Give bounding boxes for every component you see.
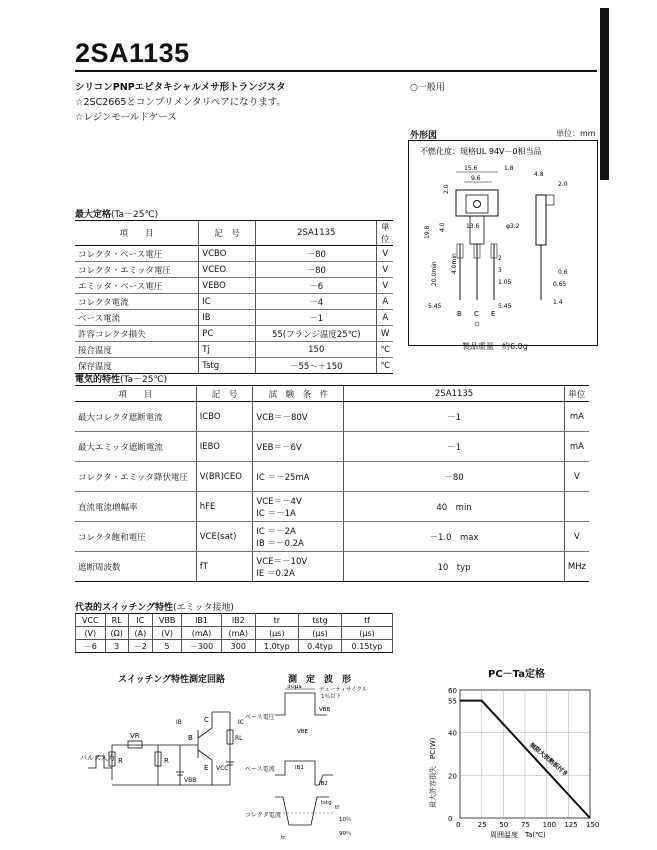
table-row [75, 552, 589, 582]
item: コレクタ・エミッタ電圧 [75, 262, 199, 278]
unit-tstg: (μs) [298, 627, 341, 640]
hdr-ib2: IB2 [221, 614, 255, 627]
condition-2: IC ＝－1A [256, 508, 296, 519]
val-vbb: 5 [152, 640, 181, 653]
label-ic: IC [238, 719, 244, 726]
symbol: VCBO [199, 246, 256, 262]
flammability-text: 不燃化度：規格UL 94V－0相当品 [420, 147, 542, 156]
symbol: VEBO [199, 278, 256, 294]
unit-ib1: (mA) [182, 627, 222, 640]
unit-tr: (μs) [255, 627, 298, 640]
wf-base-v: ベース電圧 [245, 714, 275, 721]
max-ratings-heading [75, 207, 158, 220]
description-line-2: ☆2SC2665とコンプリメンタリペアになります。 [75, 97, 287, 108]
label-rl: RL [235, 735, 243, 742]
outline-unit: 単位：mm [556, 129, 596, 138]
wf-duty: デューティサイクル [319, 687, 368, 693]
unit: V [377, 262, 393, 278]
item: 許容コレクタ損失 [75, 326, 199, 342]
dim-20-0min: 20.0min [431, 261, 438, 286]
hdr-vcc: VCC [76, 614, 106, 627]
outline-heading: 外形図 [410, 131, 438, 141]
col-value: 2SA1135 [256, 221, 377, 246]
symbol: IC [199, 294, 256, 310]
dim-4-8: 4.8 [534, 171, 544, 178]
pin-label-c: C [474, 310, 479, 318]
symbol: hFE [196, 492, 253, 522]
dim-15-6: 15.6 [464, 165, 478, 172]
unit-vbb: (V) [152, 627, 181, 640]
wf-90pct: 90％ [339, 831, 352, 837]
x-tick-label: 0 [456, 821, 461, 829]
unit [564, 492, 589, 522]
value: －80 [344, 462, 565, 492]
value: －1 [344, 432, 565, 462]
condition-1: VCE＝－10V [256, 556, 308, 567]
unit: V [564, 462, 589, 492]
symbol: VCEO [199, 262, 256, 278]
label-c: C [204, 716, 209, 724]
condition-2: IE ＝0.2A [256, 568, 295, 579]
x-tick-label: 125 [564, 821, 578, 829]
item: 接合温度 [75, 342, 199, 358]
col-symbol: 記 号 [199, 221, 256, 246]
table-row [75, 522, 589, 552]
wf-tr: tr [281, 835, 286, 841]
item: 保存温度 [75, 358, 199, 374]
hdr-tf: tf [342, 614, 393, 627]
value: 10 typ [344, 552, 565, 582]
value: －4 [256, 294, 377, 310]
symbol: IEBO [196, 432, 253, 462]
unit: mA [564, 402, 589, 432]
col-item: 項 目 [75, 221, 199, 246]
x-tick-label: 75 [521, 821, 530, 829]
unit: mA [564, 432, 589, 462]
dim-0-6: 0.6 [558, 269, 568, 276]
val-rl: 3 [105, 640, 128, 653]
wf-vbb: VBB [319, 707, 331, 713]
condition [253, 492, 344, 522]
switching-heading [75, 600, 234, 613]
waveform-heading: 測 定 波 形 [288, 675, 352, 685]
value: －1.0 max [344, 522, 565, 552]
dim-5-45a: 5.45 [428, 303, 442, 310]
hdr-tstg: tstg [298, 614, 341, 627]
condition [253, 402, 344, 432]
electrical-heading [75, 372, 167, 385]
val-ib2: 300 [221, 640, 255, 653]
x-axis-label: 周囲温度 Ta(℃) [490, 831, 546, 839]
condition [253, 522, 344, 552]
val-tstg: 0.4typ [298, 640, 341, 653]
item: コレクタ飽和電圧 [75, 522, 196, 552]
condition-1: VEB＝－6V [256, 442, 302, 453]
symbol: fT [196, 552, 253, 582]
unit: ℃ [377, 342, 393, 358]
dim-3: 3 [498, 267, 502, 274]
dim-phi-3-2: φ3.2 [506, 223, 520, 230]
max-ratings-title: 最大定格 [75, 210, 112, 220]
switching-circuit-diagram [80, 690, 255, 800]
wf-period: 50μs [287, 685, 302, 690]
y-mark-55: 55 [448, 697, 457, 706]
table-row [75, 246, 393, 262]
product-weight: 製品重量 約6.0g [462, 342, 528, 351]
label-b: B [188, 734, 193, 742]
item: コレクタ・ベース電圧 [75, 246, 199, 262]
dim-0-65: 0.65 [553, 281, 567, 288]
unit: MHz [564, 552, 589, 582]
description-block [75, 80, 286, 125]
val-vcc: －6 [76, 640, 106, 653]
symbol: PC [199, 326, 256, 342]
val-ic: －2 [128, 640, 152, 653]
page-edge-bar [600, 8, 609, 180]
outline-drawing [408, 140, 598, 360]
condition-1: VCB＝－80V [256, 412, 308, 423]
condition [253, 432, 344, 462]
label-vr: VR [130, 732, 140, 740]
max-ratings-condition: (Ta－25℃) [111, 210, 159, 220]
item: 最大エミッタ遮断電流 [75, 432, 196, 462]
wf-coll-i: コレクタ電流 [245, 812, 281, 819]
item: 最大コレクタ遮断電流 [75, 402, 196, 432]
unit: V [377, 246, 393, 262]
wf-tf: tf [335, 805, 340, 811]
y-tick-label: 60 [448, 687, 457, 695]
item: ベース電流 [75, 310, 199, 326]
col-value: 2SA1135 [344, 386, 565, 402]
table-row [75, 492, 589, 522]
description-line-1: シリコンPNPエピタキシャルメサ形トランジスタ [75, 82, 286, 93]
symbol: Tj [199, 342, 256, 358]
dim-5-45b: 5.45 [498, 303, 512, 310]
condition [253, 552, 344, 582]
x-tick-label: 100 [542, 821, 557, 829]
max-ratings-header-row [75, 221, 393, 246]
hdr-rl: RL [105, 614, 128, 627]
label-ib: IB [176, 719, 182, 726]
pc-ta-chart [415, 680, 605, 840]
hdr-ic: IC [128, 614, 152, 627]
item: コレクタ電流 [75, 294, 199, 310]
dim-1-05: 1.05 [498, 279, 512, 286]
table-row [75, 402, 589, 432]
table-row [75, 432, 589, 462]
switching-unit-row [76, 627, 393, 640]
pin-label-e: E [491, 310, 496, 318]
part-number-title: 2SA1135 [75, 38, 190, 68]
switching-title: 代表的スイッチング特性 [75, 603, 174, 613]
unit-rl: (Ω) [105, 627, 128, 640]
x-tick-label: 150 [586, 821, 600, 829]
hdr-vbb: VBB [152, 614, 181, 627]
condition-2: IB ＝－0.2A [256, 538, 304, 549]
x-tick-label: 25 [477, 821, 487, 829]
val-ib1: －300 [182, 640, 222, 653]
hdr-ib1: IB1 [182, 614, 222, 627]
label-vbb: VBB [184, 777, 197, 784]
value: －80 [256, 246, 377, 262]
condition-1: IC ＝－25mA [256, 472, 310, 483]
val-tf: 0.15typ [342, 640, 393, 653]
value: －1 [344, 402, 565, 432]
electrical-title: 電気的特性 [75, 375, 121, 385]
value: 55(フランジ温度25℃) [256, 326, 377, 342]
switching-subtitle: (エミッタ接地) [173, 603, 234, 613]
hdr-tr: tr [255, 614, 298, 627]
col-symbol: 記 号 [196, 386, 253, 402]
switching-value-row [76, 640, 393, 653]
table-row [75, 342, 393, 358]
waveform-diagram [245, 685, 375, 845]
col-condition: 試 験 条 件 [253, 386, 344, 402]
x-tick-label: 50 [499, 821, 509, 829]
table-row [75, 462, 589, 492]
table-row [75, 278, 393, 294]
value: 40 min [344, 492, 565, 522]
col-unit: 単位 [377, 221, 393, 246]
electrical-condition: (Ta－25℃) [120, 375, 168, 385]
col-item: 項 目 [75, 386, 196, 402]
unit-vcc: (V) [76, 627, 106, 640]
chart-title: PC－Ta定格 [488, 669, 545, 680]
item: 遮断周波数 [75, 552, 196, 582]
wf-base-i: ベース電流 [245, 766, 275, 773]
general-use-label: ○一般用 [410, 83, 445, 93]
label-r2: R [164, 757, 169, 765]
condition-1: VCE＝－4V [256, 496, 302, 507]
wf-tstg: tstg [321, 800, 332, 806]
dim-13-6: 13.6 [466, 223, 480, 230]
dim-2-0b: 2.0 [558, 181, 568, 188]
symbol: Tstg [199, 358, 256, 374]
label-vcc: VCC [216, 765, 229, 772]
table-row [75, 326, 393, 342]
dim-19-8: 19.8 [424, 225, 431, 239]
max-ratings-table [75, 220, 393, 374]
dim-2-0a: 2.0 [443, 184, 450, 194]
label-pulse: パルス入力 [80, 754, 115, 762]
title-rule [75, 70, 597, 72]
wf-ib2: IB2 [319, 781, 328, 787]
description-line-3: ☆レジンモールドケース [75, 112, 177, 123]
circuit-heading: スイッチング特性測定回路 [118, 675, 226, 685]
table-row [75, 310, 393, 326]
switching-table [75, 613, 393, 653]
item: 直流電流増幅率 [75, 492, 196, 522]
unit: V [377, 278, 393, 294]
condition-1: IC ＝－2A [256, 526, 296, 537]
table-row [75, 294, 393, 310]
value: －1 [256, 310, 377, 326]
item: コレクタ・エミッタ降伏電圧 [75, 462, 196, 492]
wf-vbe: VBE [297, 729, 309, 735]
value: －55～＋150 [256, 358, 377, 374]
unit: A [377, 310, 393, 326]
electrical-table [75, 385, 589, 582]
unit: V [564, 522, 589, 552]
y-tick-label: 20 [448, 772, 457, 781]
value: －6 [256, 278, 377, 294]
electrical-header-row [75, 386, 589, 402]
value: －80 [256, 262, 377, 278]
dim-1-8: 1.8 [504, 165, 514, 172]
unit-ib2: (mA) [221, 627, 255, 640]
unit-ic: (A) [128, 627, 152, 640]
dim-1-4: 1.4 [553, 299, 563, 306]
dim-4-0min: 4.0min [451, 253, 458, 274]
chart-annotation: 無限大放熱板付き [528, 741, 570, 778]
unit: A [377, 294, 393, 310]
wf-10pct: 10％ [339, 817, 352, 823]
y-tick-label: 40 [448, 729, 457, 738]
condition [253, 462, 344, 492]
wf-duty2: 1％以下 [321, 694, 341, 700]
symbol: VCE(sat) [196, 522, 253, 552]
y-tick-label: 0 [448, 815, 453, 823]
symbol: ICBO [196, 402, 253, 432]
y-axis-label: 最大許容損失 PC(W) [429, 737, 437, 808]
label-r: R [118, 757, 123, 765]
dim-2: 2 [498, 255, 502, 262]
val-tr: 1.0typ [255, 640, 298, 653]
dim-4-0a: 4.0 [439, 222, 446, 232]
col-unit: 単位 [564, 386, 589, 402]
unit-tf: (μs) [342, 627, 393, 640]
switching-header-row [76, 614, 393, 627]
label-e: E [204, 764, 209, 772]
symbol: IB [199, 310, 256, 326]
dim-9-6: 9.6 [471, 175, 481, 182]
symbol: V(BR)CEO [196, 462, 253, 492]
wf-ib1: IB1 [295, 765, 304, 771]
unit: ℃ [377, 358, 393, 374]
item: エミッタ・ベース電圧 [75, 278, 199, 294]
value: 150 [256, 342, 377, 358]
pin-label-b: B [457, 310, 462, 318]
unit: W [377, 326, 393, 342]
table-row [75, 262, 393, 278]
